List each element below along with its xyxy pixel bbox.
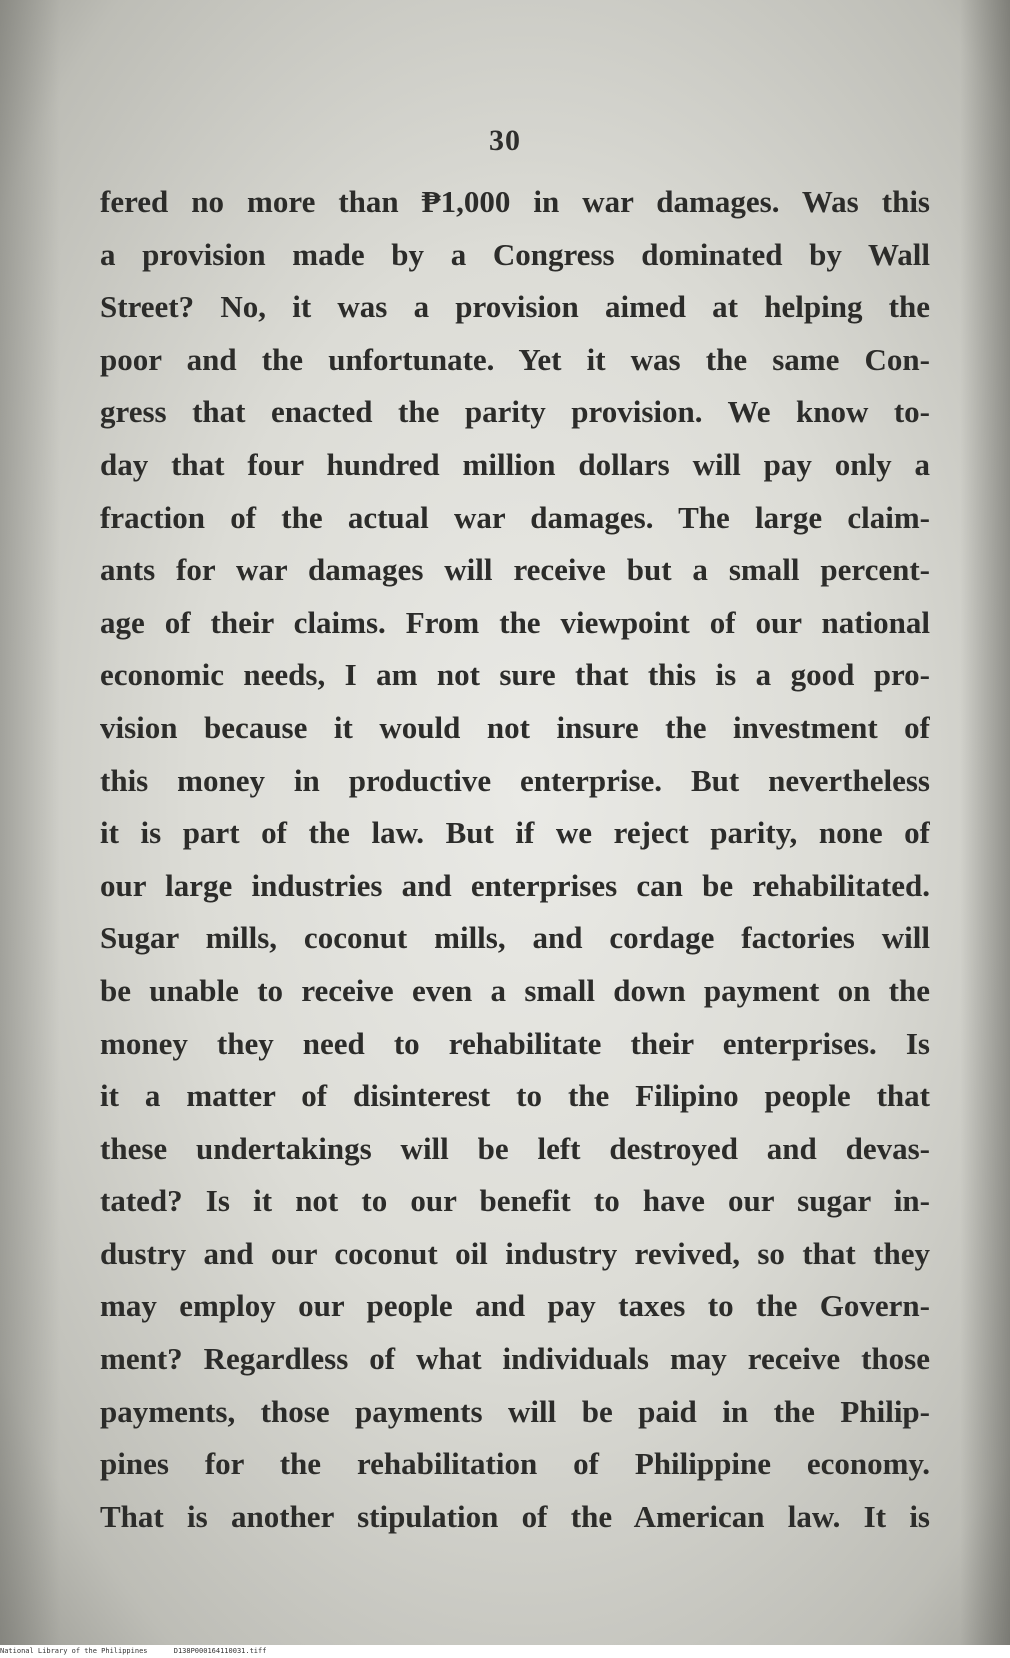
text-line: vision because it would not insure the investment of xyxy=(100,709,930,745)
text-line: may employ our people and pay taxes to the Govern- xyxy=(100,1288,930,1324)
text-line: payments, those payments will be paid in the Philip- xyxy=(100,1393,930,1429)
text-line: fered no more than ₱1,000 in war damages. Was this xyxy=(100,184,930,219)
text-line: it a matter of disinterest to the Filipino people that xyxy=(100,1078,930,1114)
text-line: ment? Regardless of what individuals may receive those xyxy=(100,1341,930,1377)
text-line: this money in productive enterprise. But nevertheless xyxy=(100,762,930,798)
text-line: pines for the rehabilitation of Philippine economy. xyxy=(100,1446,930,1482)
text-line: money they need to rehabilitate their enterprises. Is xyxy=(100,1025,930,1061)
text-line: these undertakings will be left destroyed and devas- xyxy=(100,1130,930,1166)
text-line: tated? Is it not to our benefit to have our sugar in- xyxy=(100,1183,930,1219)
text-line: day that four hundred million dollars will pay only a xyxy=(100,446,930,482)
text-line: Street? No, it was a provision aimed at helping the xyxy=(100,289,930,325)
text-line: be unable to receive even a small down payment on the xyxy=(100,972,930,1008)
file-id: D138P000164110031.tiff xyxy=(173,1647,267,1655)
text-line: gress that enacted the parity provision. We know to- xyxy=(100,394,930,430)
text-line: our large industries and enterprises can be rehabilitated. xyxy=(100,867,930,903)
text-line: dustry and our coconut oil industry revived, so that they xyxy=(100,1235,930,1271)
text-line: economic needs, I am not sure that this is a good pro- xyxy=(100,657,930,693)
text-line: age of their claims. From the viewpoint of our national xyxy=(100,604,930,640)
text-line: fraction of the actual war damages. The large claim- xyxy=(100,499,930,535)
library-credit: National Library of the Philippines xyxy=(0,1647,148,1655)
text-line: a provision made by a Congress dominated by Wall xyxy=(100,236,930,272)
body-text xyxy=(100,176,930,1543)
page-number: 30 xyxy=(489,124,521,157)
text-line: it is part of the law. But if we reject parity, none of xyxy=(100,815,930,851)
text-line: That is another stipulation of the American law. It is xyxy=(100,1498,930,1534)
text-line: ants for war damages will receive but a small percent- xyxy=(100,552,930,588)
text-line: poor and the unfortunate. Yet it was the same Con- xyxy=(100,341,930,377)
text-line: Sugar mills, coconut mills, and cordage factories will xyxy=(100,920,930,956)
scan-footer xyxy=(0,1645,1010,1658)
